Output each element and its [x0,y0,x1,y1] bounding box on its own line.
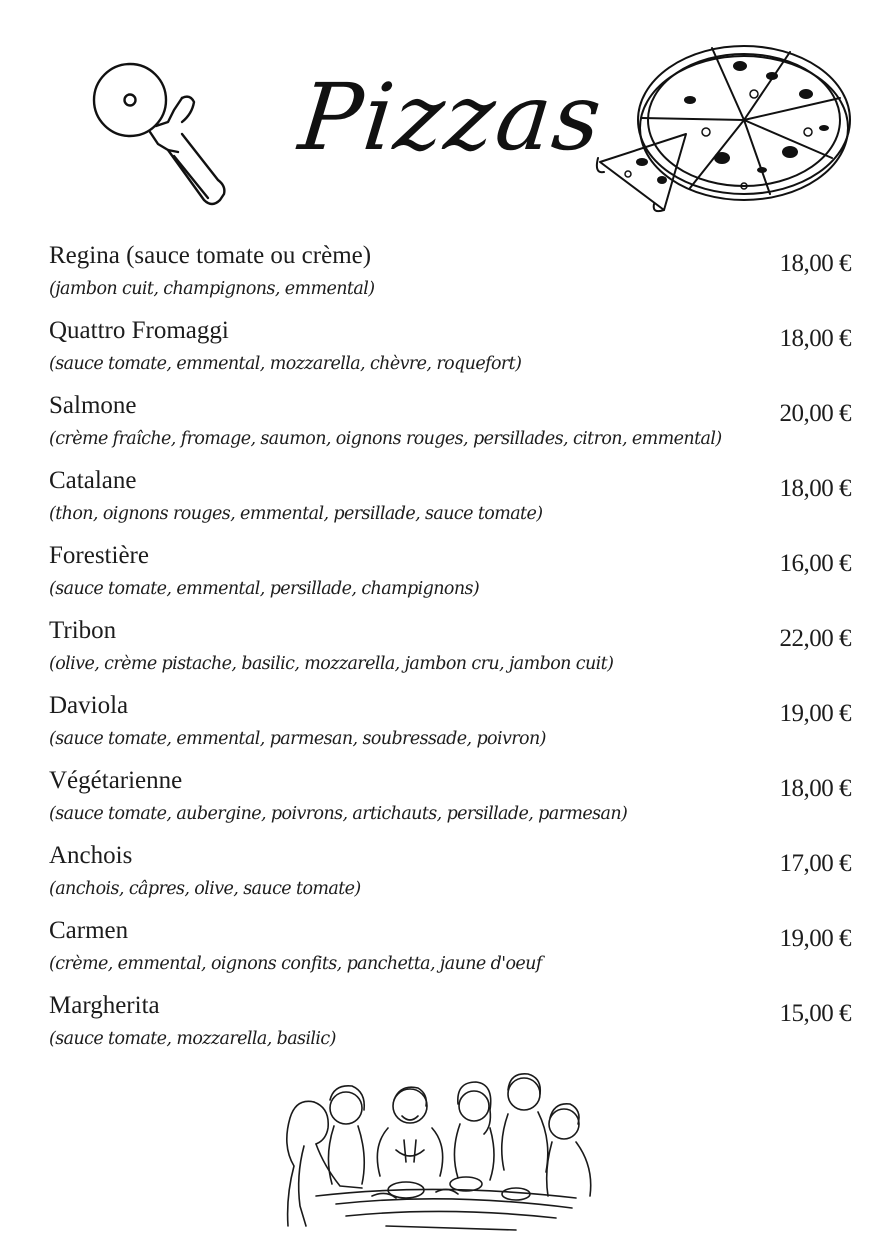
menu-item [49,690,851,765]
item-ingredients: (crème, emmental, oignons confits, panchetta, jaune d'oeuf [49,954,542,974]
item-ingredients: (sauce tomate, emmental, persillade, champignons) [49,579,480,599]
item-price: 18,00 € [779,475,851,502]
menu-item [49,315,851,390]
menu-item [49,915,851,990]
menu-item [49,765,851,840]
item-name: Daviola [49,692,129,719]
item-ingredients: (sauce tomate, emmental, parmesan, soubressade, poivron) [49,729,546,749]
item-name: Quattro Fromaggi [49,317,229,344]
menu-header [0,0,874,230]
item-price: 22,00 € [779,625,851,652]
item-name: Anchois [49,842,133,869]
item-name: Carmen [49,917,129,944]
item-price: 18,00 € [779,775,851,802]
item-price: 16,00 € [779,550,851,577]
family-dinner-illustration [276,1066,600,1234]
pizza-menu-list [49,240,851,1065]
item-price: 19,00 € [779,925,851,952]
item-name: Margherita [49,992,160,1019]
pizza-icon [594,36,856,214]
menu-item [49,990,851,1065]
page-title: Pizzas [294,64,608,171]
menu-item [49,840,851,915]
item-name: Salmone [49,392,137,419]
item-name: Végétarienne [49,767,183,794]
item-price: 20,00 € [779,400,851,427]
menu-item [49,240,851,315]
item-name: Catalane [49,467,137,494]
item-price: 17,00 € [779,850,851,877]
item-price: 19,00 € [779,700,851,727]
item-ingredients: (olive, crème pistache, basilic, mozzarella, jambon cru, jambon cuit) [49,654,614,674]
pizza-cutter-icon [86,58,236,216]
item-ingredients: (sauce tomate, aubergine, poivrons, artichauts, persillade, parmesan) [49,804,628,824]
item-ingredients: (anchois, câpres, olive, sauce tomate) [49,879,361,899]
item-price: 15,00 € [779,1000,851,1027]
item-ingredients: (thon, oignons rouges, emmental, persillade, sauce tomate) [49,504,543,524]
menu-item [49,615,851,690]
item-ingredients: (sauce tomate, emmental, mozzarella, chèvre, roquefort) [49,354,522,374]
item-ingredients: (crème fraîche, fromage, saumon, oignons rouges, persillades, citron, emmental) [49,429,722,449]
item-name: Forestière [49,542,149,569]
item-name: Regina (sauce tomate ou crème) [49,242,372,269]
menu-item [49,540,851,615]
item-ingredients: (jambon cuit, champignons, emmental) [49,279,375,299]
item-ingredients: (sauce tomate, mozzarella, basilic) [49,1029,336,1049]
menu-item [49,390,851,465]
item-price: 18,00 € [779,325,851,352]
menu-item [49,465,851,540]
item-price: 18,00 € [779,250,851,277]
item-name: Tribon [49,617,117,644]
